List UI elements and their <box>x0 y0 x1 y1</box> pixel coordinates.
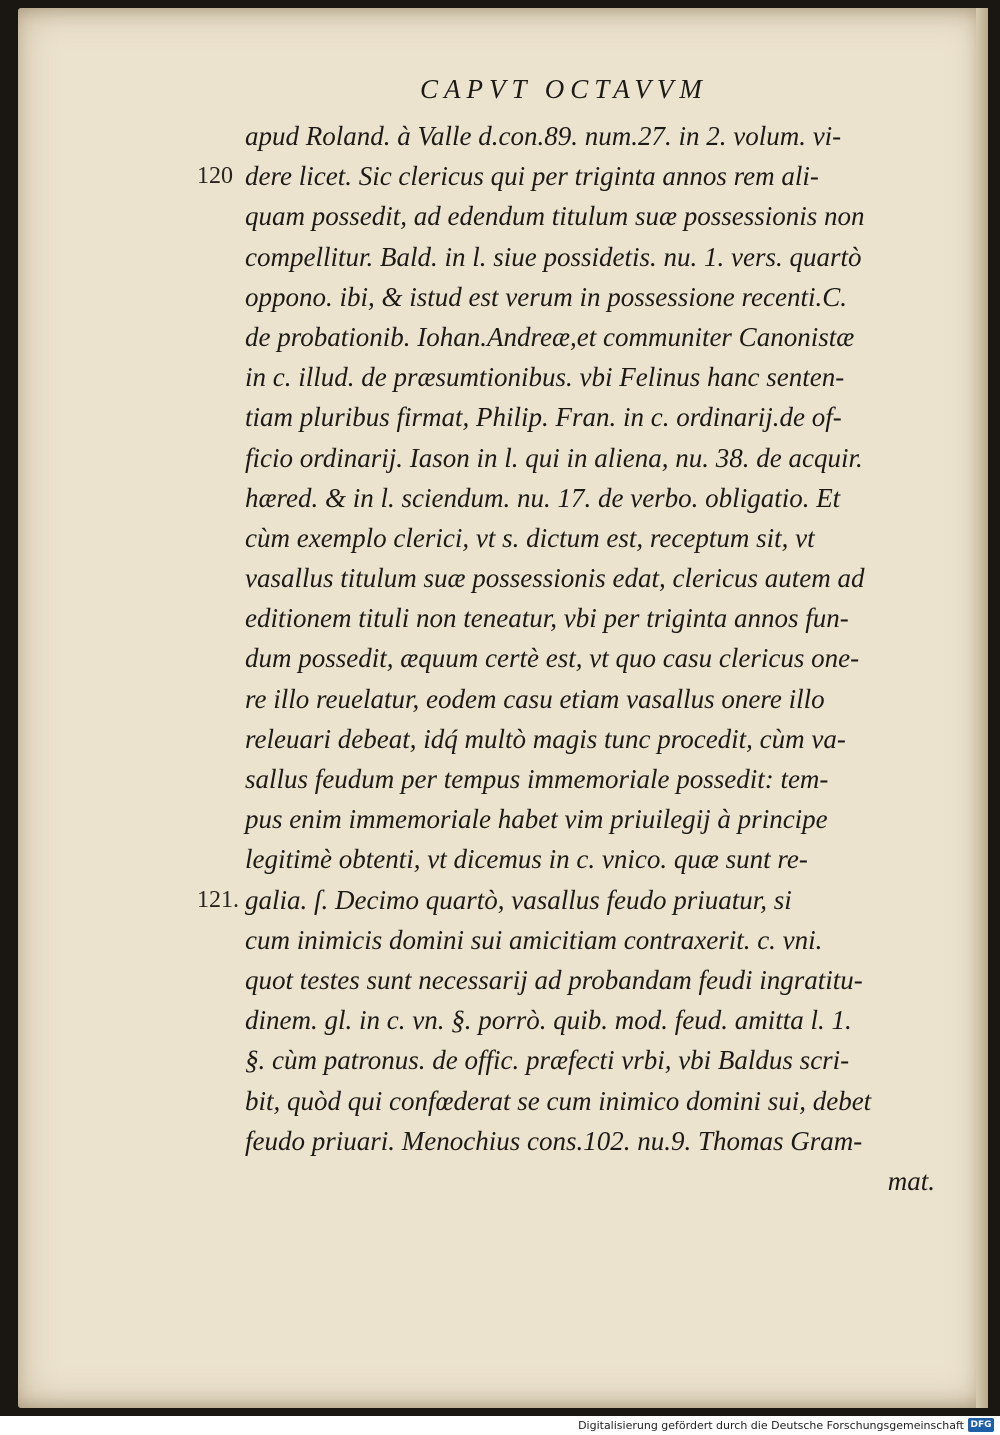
line-text: oppono. ibi, & istud est verum in possessione recenti.C. <box>245 281 847 312</box>
line-text: pus enim immemoriale habet vim priuilegij à principe <box>245 804 828 835</box>
line-text: sallus feudum per tempus immemoriale possedit: tem- <box>245 764 829 794</box>
line-text: compellitur. Bald. in l. siue possidetis. nu. 1. vers. quartò <box>245 241 862 272</box>
line-text: feudo priuari. Menochius cons.102. nu.9. Thomas Gram- <box>245 1125 863 1156</box>
text-line <box>245 799 945 839</box>
text-line <box>197 156 945 196</box>
line-text: §. cùm patronus. de offic. præfecti vrbi, vbi Baldus scri- <box>245 1045 850 1076</box>
line-text: legitimè obtenti, vt dicemus in c. vnico. quæ sunt re- <box>245 844 808 875</box>
text-line <box>245 558 945 598</box>
line-text: mat. <box>887 1165 935 1196</box>
text-line <box>245 357 945 397</box>
line-text: vasallus titulum suæ possessionis edat, clericus autem ad <box>245 563 865 594</box>
line-text: tiam pluribus firmat, Philip. Fran. in c. ordinarij.de of- <box>245 402 842 433</box>
line-text: bit, quòd qui confœderat se cum inimico domini sui, debet <box>245 1085 872 1116</box>
line-text: quam possedit, ad edendum titulum suæ possessionis non <box>245 201 865 232</box>
line-text: editionem tituli non teneatur, vbi per triginta annos fun- <box>245 603 849 634</box>
text-line <box>245 196 945 236</box>
text-line <box>245 1121 945 1161</box>
text-line <box>197 880 945 920</box>
line-text: ficio ordinarij. Iason in l. qui in aliena, nu. 38. de acquir. <box>245 442 863 473</box>
text-line <box>245 960 945 1000</box>
body-text <box>197 116 945 1201</box>
text-line <box>245 920 945 960</box>
text-line <box>245 277 945 317</box>
text-line <box>245 679 945 719</box>
line-text: dinem. gl. in c. vn. §. porrò. quib. mod. feud. amitta l. 1. <box>245 1005 852 1036</box>
text-line <box>245 518 945 558</box>
text-line <box>245 839 945 879</box>
dfg-logo: DFG <box>968 1418 994 1432</box>
text-line <box>245 598 945 638</box>
text-line <box>245 1161 945 1201</box>
line-text: dere licet. Sic clericus qui per triginta annos rem ali- <box>245 161 819 192</box>
line-text: hæred. & in l. sciendum. nu. 17. de verbo. obligatio. Et <box>245 482 841 513</box>
line-text: dum possedit, æquum certè est, vt quo casu clericus one- <box>245 643 860 674</box>
line-text: in c. illud. de præsumtionibus. vbi Felinus hanc senten- <box>245 362 845 393</box>
page-binding-edge <box>976 8 988 1408</box>
line-text: cum inimicis domini sui amicitiam contraxerit. c. vni. <box>245 924 823 955</box>
line-text: de probationib. Iohan.Andreæ,et communiter Canonistæ <box>245 321 855 352</box>
text-line <box>245 478 945 518</box>
text-line <box>245 438 945 478</box>
text-line <box>245 1081 945 1121</box>
line-text: quot testes sunt necessarij ad probandam feudi ingratitu- <box>245 964 863 995</box>
text-line <box>245 116 945 156</box>
margin-number: 121. <box>197 886 239 913</box>
running-head: CAPVT OCTAVVM <box>420 74 708 104</box>
line-text: galia. ſ. Decimo quartò, vasallus feudo priuatur, si <box>245 884 792 915</box>
digitization-credit: Digitalisierung gefördert durch die Deutsche Forschungsgemeinschaft <box>578 1419 964 1432</box>
line-text: cùm exemplo clerici, vt s. dictum est, receptum sit, vt <box>245 522 815 553</box>
text-line <box>245 1000 945 1040</box>
text-line <box>245 1040 945 1080</box>
text-line <box>245 317 945 357</box>
line-text: re illo reuelatur, eodem casu etiam vasallus onere illo <box>245 683 825 714</box>
text-line <box>245 719 945 759</box>
line-text: apud Roland. à Valle d.con.89. num.27. in 2. volum. vi- <box>245 121 842 151</box>
text-line <box>245 237 945 277</box>
text-line <box>245 397 945 437</box>
text-line <box>245 759 945 799</box>
text-line <box>245 638 945 678</box>
margin-number: 120 <box>197 163 233 190</box>
line-text: releuari debeat, idq́ multò magis tunc procedit, cùm va- <box>245 723 846 754</box>
